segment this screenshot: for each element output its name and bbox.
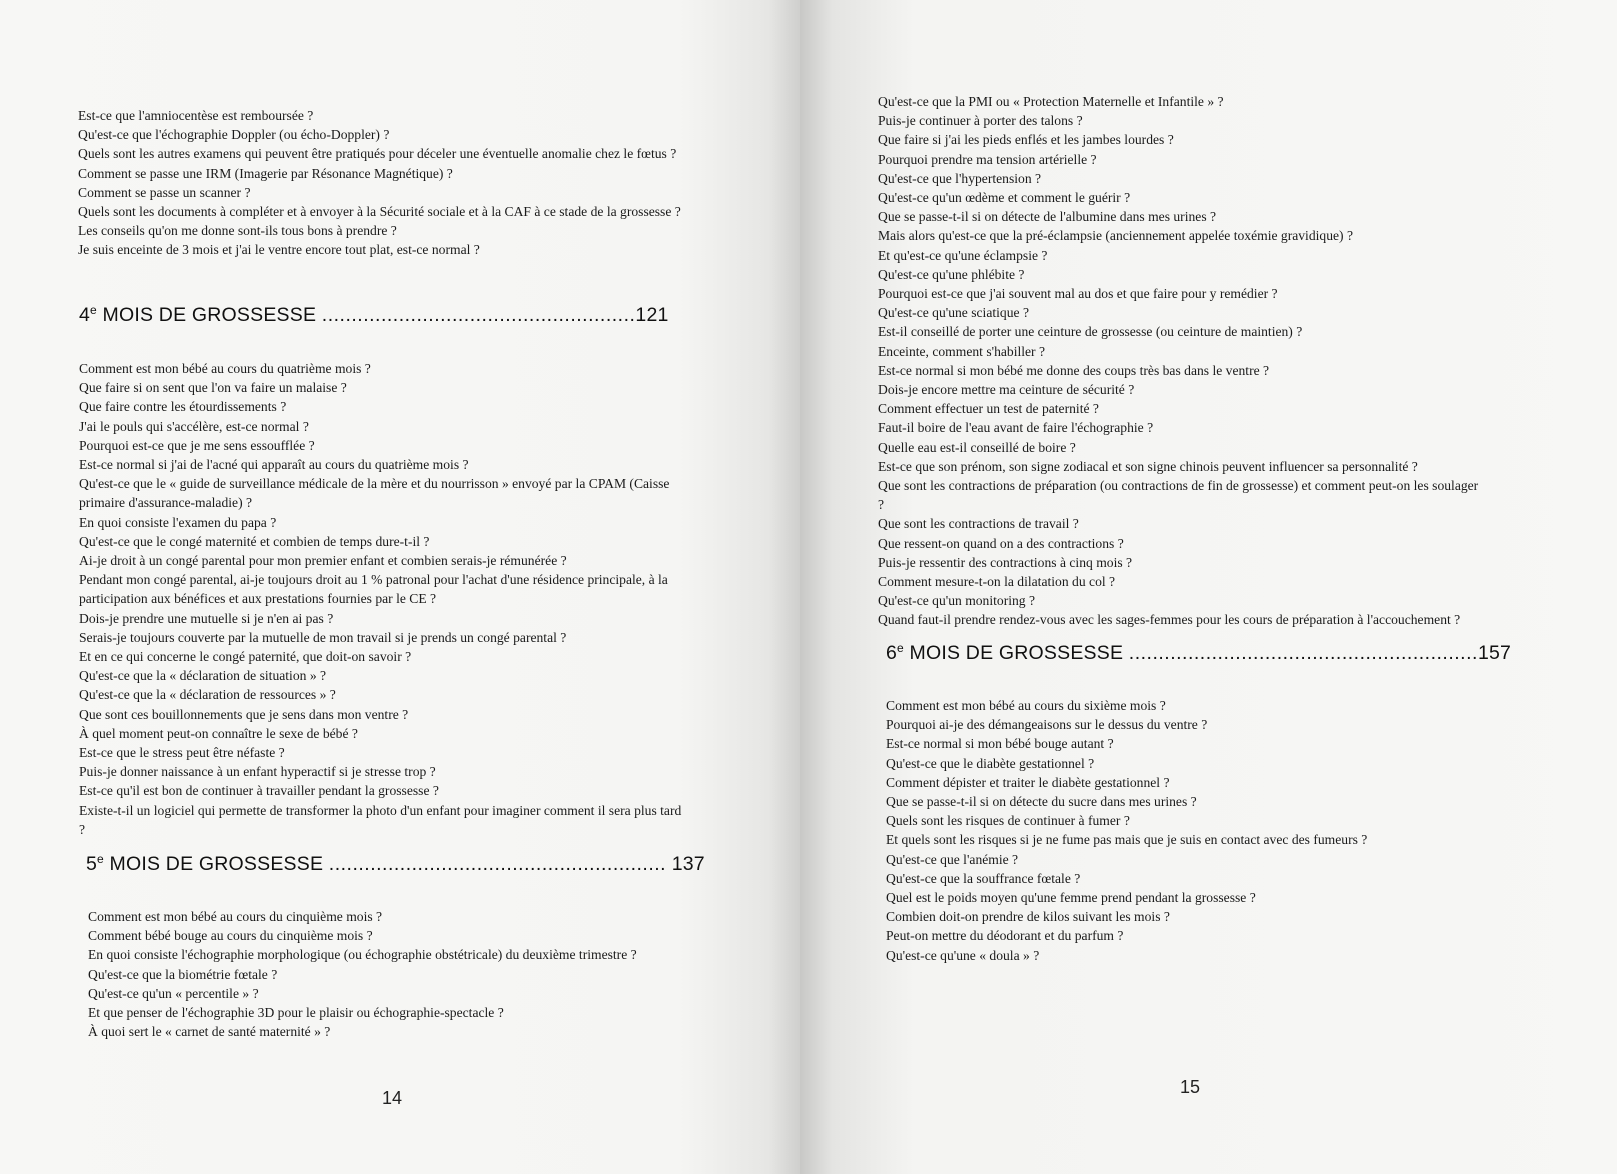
question-line: Dois-je prendre une mutuelle si je n'en ai pas ? [79, 610, 334, 626]
question-line: Que faire si j'ai les pieds enflés et les jambes lourdes ? [878, 132, 1174, 148]
question-line: Qu'est-ce que l'hypertension ? [878, 170, 1042, 186]
question-line: Quelle eau est-il conseillé de boire ? [878, 439, 1076, 455]
question-line: Comment est mon bébé au cours du quatrième mois ? [79, 361, 371, 376]
section-leader-dots: ..................................................... [321, 304, 636, 326]
question-line: Qu'est-ce que le « guide de surveillance médicale de la mère et du nourrisson » envoyé par la CPAM (Caisse primaire d'assurance-maladie) ? [79, 476, 670, 511]
question-line: Est-ce qu'il est bon de continuer à travailler pendant la grossesse ? [79, 783, 439, 799]
right-page [800, 0, 1617, 1174]
question-line: Quand faut-il prendre rendez-vous avec les sages-femmes pour les cours de préparation à l'accouchement ? [878, 612, 1461, 628]
question-line: Qu'est-ce que la « déclaration de ressources » ? [79, 687, 336, 703]
question-line: Pourquoi est-ce que j'ai souvent mal au dos et que faire pour y remédier ? [878, 286, 1278, 302]
question-line: Qu'est-ce que la PMI ou « Protection Maternelle et Infantile » ? [878, 94, 1224, 109]
question-line: Quel est le poids moyen qu'une femme prend pendant la grossesse ? [886, 890, 1256, 906]
question-line: Serais-je toujours couverte par la mutuelle de mon travail si je prends un congé parental ? [79, 629, 567, 645]
question-line: Pourquoi ai-je des démangeaisons sur le dessus du ventre ? [886, 717, 1208, 733]
question-line: Enceinte, comment s'habiller ? [878, 343, 1046, 359]
question-line: Que se passe-t-il si on détecte du sucre dans mes urines ? [886, 794, 1197, 810]
section-ordinal: e [897, 641, 904, 655]
question-line: Qu'est-ce que la « déclaration de situation » ? [79, 668, 327, 684]
question-line: Qu'est-ce qu'une phlébite ? [878, 266, 1025, 282]
question-line: Comment se passe un scanner ? [78, 184, 251, 200]
question-line: Faut-il boire de l'eau avant de faire l'échographie ? [878, 420, 1154, 436]
question-line: Que sont les contractions de préparation (ou contractions de fin de grossesse) et comment peut-on les soulager ? [878, 478, 1479, 513]
section-ordinal: e [90, 303, 97, 317]
question-line: Est-ce que le stress peut être néfaste ? [79, 745, 285, 761]
question-line: Qu'est-ce que le diabète gestationnel ? [886, 755, 1095, 771]
question-line: Et quels sont les risques si je ne fume pas mais que je suis en contact avec des fumeurs ? [886, 832, 1368, 848]
question-line: Comment mesure-t-on la dilatation du col ? [878, 574, 1116, 590]
section-page-ref: 121 [635, 304, 669, 326]
question-line: Est-ce que l'amniocentèse est remboursée ? [78, 108, 314, 123]
question-line: Est-ce normal si j'ai de l'acné qui apparaît au cours du quatrième mois ? [79, 457, 469, 473]
section-leader-dots: ......................................................... [328, 853, 667, 875]
page-number-right: 15 [1180, 1077, 1201, 1097]
question-line: Que se passe-t-il si on détecte de l'albumine dans mes urines ? [878, 209, 1217, 225]
question-line: Quels sont les risques de continuer à fumer ? [886, 813, 1130, 829]
question-line: Puis-je ressentir des contractions à cinq mois ? [878, 554, 1133, 570]
question-line: Est-ce normal si mon bébé me donne des coups très bas dans le ventre ? [878, 362, 1270, 378]
question-line: Est-ce que son prénom, son signe zodiacal et son signe chinois peuvent influencer sa personnalité ? [878, 458, 1418, 474]
question-line: Que sont les contractions de travail ? [878, 516, 1079, 532]
section-6-question-list [886, 696, 1491, 965]
question-line: Que ressent-on quand on a des contractions ? [878, 535, 1124, 551]
section-page-ref: 137 [666, 853, 705, 875]
section-heading-4th-month [79, 303, 669, 327]
question-line: Qu'est-ce que l'anémie ? [886, 851, 1019, 867]
question-line: Comment est mon bébé au cours du cinquième mois ? [88, 909, 383, 924]
section-number: 5 [86, 853, 98, 875]
question-line: Quels sont les autres examens qui peuvent être pratiqués pour déceler une éventuelle anomalie chez le fœtus ? [78, 146, 677, 162]
section-4-question-list [79, 359, 684, 839]
question-line: Qu'est-ce qu'une « doula » ? [886, 947, 1040, 963]
question-line: Puis-je donner naissance à un enfant hyperactif si je stresse trop ? [79, 764, 436, 780]
section-number: 4 [79, 304, 91, 326]
question-line: Comment est mon bébé au cours du sixième mois ? [886, 698, 1166, 713]
question-line: Qu'est-ce que la souffrance fœtale ? [886, 870, 1081, 886]
question-line: Est-ce normal si mon bébé bouge autant ? [886, 736, 1114, 752]
page-number-left: 14 [382, 1088, 403, 1108]
question-line: Qu'est-ce qu'un œdème et comment le guérir ? [878, 190, 1131, 206]
question-line: Que faire contre les étourdissements ? [79, 399, 287, 415]
question-line: Et en ce qui concerne le congé paternité, que doit-on savoir ? [79, 649, 412, 665]
left-page [0, 0, 800, 1174]
right-top-question-list [878, 92, 1483, 630]
question-line: Comment effectuer un test de paternité ? [878, 401, 1099, 417]
question-line: Dois-je encore mettre ma ceinture de sécurité ? [878, 382, 1135, 398]
section-heading-5th-month [86, 852, 705, 876]
question-line: Combien doit-on prendre de kilos suivant les mois ? [886, 909, 1170, 925]
section-heading-6th-month [886, 641, 1511, 665]
section-ordinal: e [97, 852, 104, 866]
question-line: Est-il conseillé de porter une ceinture de grossesse (ou ceinture de maintien) ? [878, 324, 1303, 340]
question-line: En quoi consiste l'examen du papa ? [79, 514, 277, 530]
question-line: Qu'est-ce que le congé maternité et combien de temps dure-t-il ? [79, 533, 430, 549]
question-line: Ai-je droit à un congé parental pour mon premier enfant et combien serais-je rémunérée ? [79, 553, 567, 569]
question-line: Comment se passe une IRM (Imagerie par Résonance Magnétique) ? [78, 165, 453, 181]
question-line: Peut-on mettre du déodorant et du parfum ? [886, 928, 1124, 944]
question-line: Quels sont les documents à compléter et à envoyer à la Sécurité sociale et à la CAF à ce stade de la grossesse ? [78, 204, 681, 220]
question-line: Qu'est-ce que l'échographie Doppler (ou écho-Doppler) ? [78, 127, 390, 143]
question-line: Pendant mon congé parental, ai-je toujours droit au 1 % patronal pour l'achat d'une résidence principale, à la participation aux bénéfices et aux prestations fournies par le CE ? [79, 572, 668, 607]
question-line: Et que penser de l'échographie 3D pour le plaisir ou échographie-spectacle ? [88, 1005, 504, 1021]
question-line: Pourquoi prendre ma tension artérielle ? [878, 151, 1097, 167]
question-line: Qu'est-ce qu'un « percentile » ? [88, 985, 259, 1001]
question-line: Existe-t-il un logiciel qui permette de transformer la photo d'un enfant pour imaginer comment il sera plus tard ? [79, 802, 682, 837]
question-line: Que sont ces bouillonnements que je sens dans mon ventre ? [79, 706, 409, 722]
section-leader-dots: ........................................................... [1128, 642, 1478, 664]
section-number: 6 [886, 642, 898, 664]
section-title-text: MOIS DE GROSSESSE [103, 853, 329, 875]
question-line: Les conseils qu'on me donne sont-ils tous bons à prendre ? [78, 223, 397, 239]
question-line: En quoi consiste l'échographie morphologique (ou échographie obstétricale) du deuxième trimestre ? [88, 947, 637, 963]
question-line: Et qu'est-ce qu'une éclampsie ? [878, 247, 1048, 263]
question-line: Pourquoi est-ce que je me sens essoufflée ? [79, 437, 315, 453]
question-line: À quel moment peut-on connaître le sexe de bébé ? [79, 725, 358, 741]
section-5-question-list [88, 907, 688, 1041]
question-line: Mais alors qu'est-ce que la pré-éclampsie (anciennement appelée toxémie gravidique) ? [878, 228, 1353, 244]
question-line: Qu'est-ce qu'une sciatique ? [878, 305, 1029, 321]
section-title-text: MOIS DE GROSSESSE [903, 642, 1129, 664]
question-line: À quoi sert le « carnet de santé maternité » ? [88, 1024, 331, 1040]
question-line: Comment dépister et traiter le diabète gestationnel ? [886, 774, 1170, 790]
question-line: Qu'est-ce qu'un monitoring ? [878, 593, 1036, 609]
question-line: Que faire si on sent que l'on va faire un malaise ? [79, 380, 347, 396]
section-page-ref: 157 [1477, 642, 1512, 664]
question-line: Comment bébé bouge au cours du cinquième mois ? [88, 928, 373, 944]
question-line: Puis-je continuer à porter des talons ? [878, 113, 1083, 129]
question-line: Je suis enceinte de 3 mois et j'ai le ventre encore tout plat, est-ce normal ? [78, 242, 480, 258]
question-line: Qu'est-ce que la biométrie fœtale ? [88, 966, 278, 982]
question-line: J'ai le pouls qui s'accélère, est-ce normal ? [79, 418, 309, 434]
left-top-question-list [78, 106, 683, 260]
section-title-text: MOIS DE GROSSESSE [96, 304, 322, 326]
